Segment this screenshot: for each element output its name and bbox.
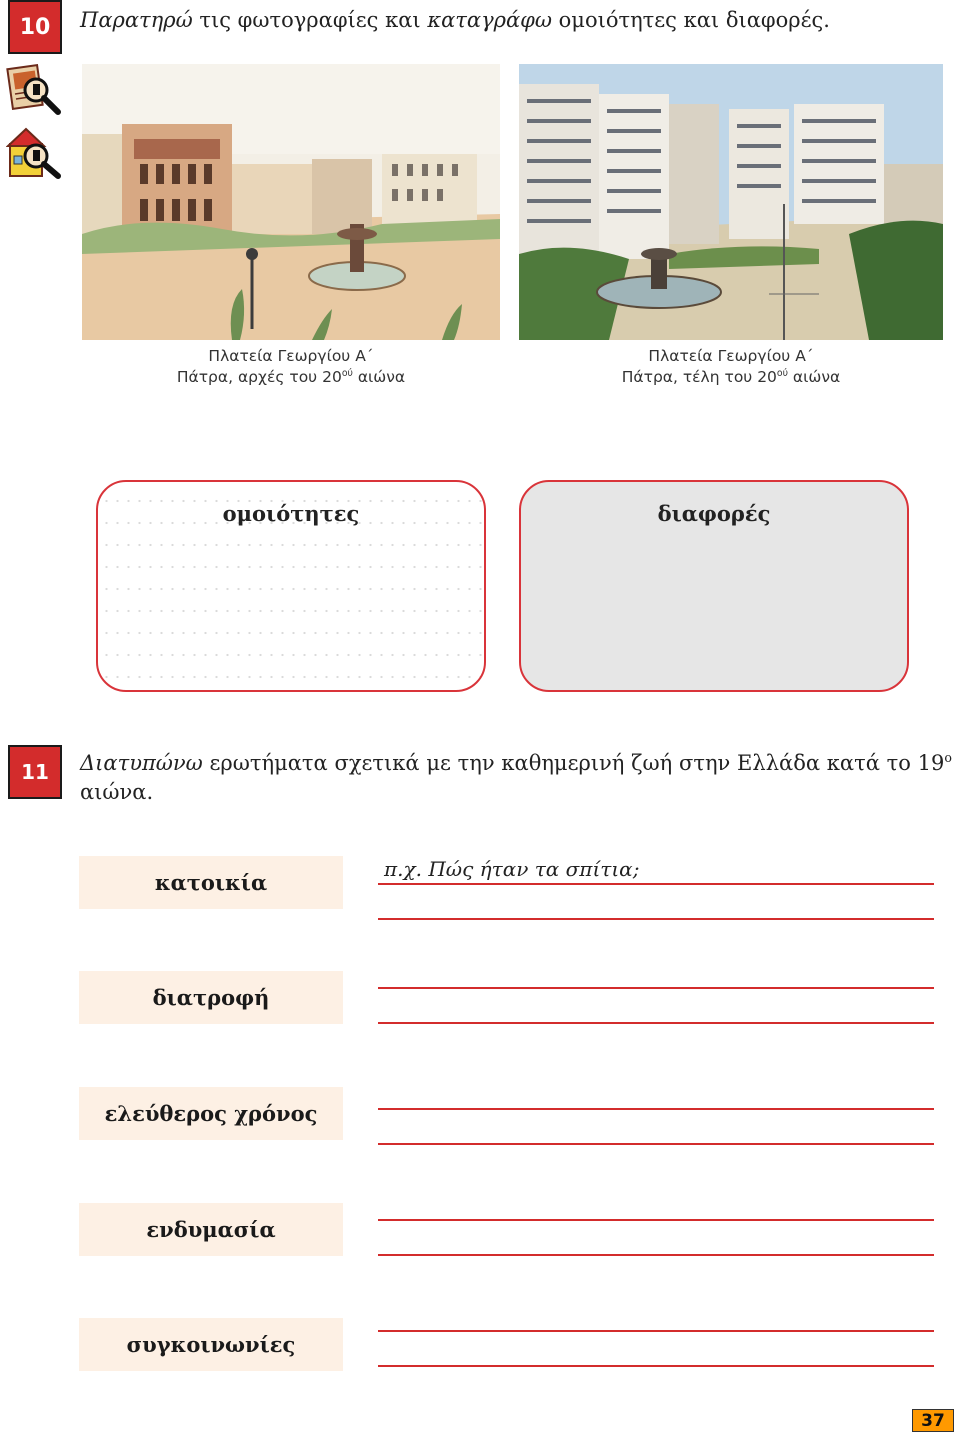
topic-label-housing: κατοικία xyxy=(79,856,343,909)
answer-line[interactable] xyxy=(378,918,934,920)
similarities-box[interactable] xyxy=(96,480,486,692)
exercise-number-badge: 11 xyxy=(8,745,62,799)
search-house-icon xyxy=(6,126,64,180)
photo-new-caption: Πλατεία Γεωργίου Α΄ Πάτρα, τέλη του $20^{oύ}$ αιώνα xyxy=(621,347,841,386)
answer-line[interactable] xyxy=(378,1108,934,1110)
answer-line[interactable] xyxy=(378,987,934,989)
topic-label-clothing: ενδυμασία xyxy=(79,1203,343,1256)
answer-line[interactable] xyxy=(378,1143,934,1145)
answer-line[interactable] xyxy=(378,1365,934,1367)
similarities-title: ομοιότητες xyxy=(222,501,360,526)
example-question: π.χ. Πώς ήταν τα σπίτια; xyxy=(384,857,640,881)
search-document-icon xyxy=(6,64,64,118)
answer-line[interactable] xyxy=(378,1330,934,1332)
photo-old-square xyxy=(82,64,500,340)
topic-label-diet: διατροφή xyxy=(79,971,343,1024)
differences-box[interactable] xyxy=(519,480,909,692)
topic-label-free-time: ελεύθερος χρόνος xyxy=(79,1087,343,1140)
answer-line[interactable] xyxy=(378,1254,934,1256)
topic-label-transport: συγκοινωνίες xyxy=(79,1318,343,1371)
photo-old-caption: Πλατεία Γεωργίου Α΄ Πάτρα, αρχές του $20^{oύ}$ αιώνα xyxy=(176,347,406,386)
answer-line[interactable] xyxy=(378,883,934,885)
exercise-instruction: Παρατηρώ τις φωτογραφίες και καταγράφω ομοιότητες και διαφορές. xyxy=(80,8,830,32)
exercise-instruction: Διατυπώνω ερωτήματα σχετικά με την καθημερινή ζωή στην Ελλάδα κατά το $19^o$ αιώνα. xyxy=(80,750,952,804)
exercise-number-badge: 10 xyxy=(8,0,62,54)
differences-title: διαφορές xyxy=(657,501,771,526)
page-number: 37 xyxy=(912,1409,954,1432)
answer-line[interactable] xyxy=(378,1219,934,1221)
photo-new-square xyxy=(519,64,943,340)
answer-line[interactable] xyxy=(378,1022,934,1024)
